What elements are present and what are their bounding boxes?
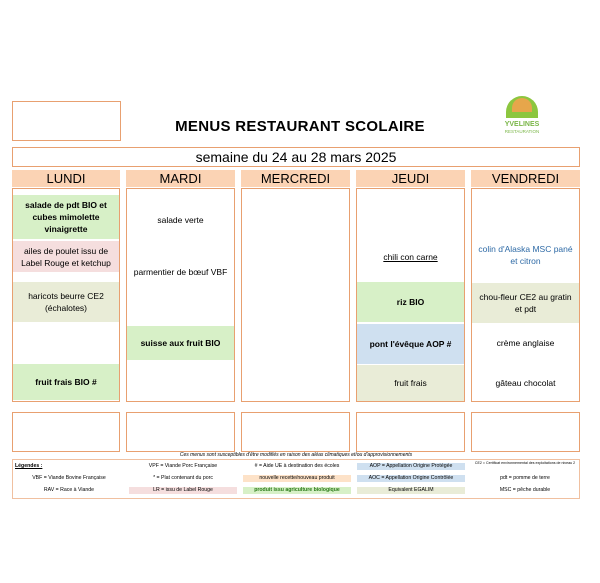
bottom-box-mardi xyxy=(126,412,235,452)
day-header-mercredi: MERCREDI xyxy=(241,170,350,187)
menu-item: fruit frais BIO # xyxy=(13,364,119,400)
page-title: MENUS RESTAURANT SCOLAIRE xyxy=(175,118,425,135)
column-jeudi xyxy=(356,188,465,402)
legend-ce2: CE2 = Certificat environnemental des exploitations de niveau 2 xyxy=(474,461,576,465)
menu-item: crème anglaise xyxy=(496,338,555,348)
legend-bio: produit issu agriculture biologique xyxy=(243,487,351,494)
logo-name: YVELINES xyxy=(504,121,540,128)
bottom-box-lundi xyxy=(12,412,120,452)
column-lundi xyxy=(12,188,120,402)
column-vendredi xyxy=(471,188,580,402)
menu-item: salade verte xyxy=(157,215,204,225)
menu-item: pont l'évêque AOP # xyxy=(357,324,464,364)
menu-item: chili con carne xyxy=(383,252,438,262)
menu-item: ailes de poulet issu de Label Rouge et ketchup xyxy=(13,241,119,272)
menu-item: chou-fleur CE2 au gratin et pdt xyxy=(472,283,579,323)
legend-pdt: pdt = pomme de terre xyxy=(500,475,550,481)
bottom-box-mercredi xyxy=(241,412,350,452)
menu-item: riz BIO xyxy=(357,282,464,322)
legend-lr: LR = issu de Label Rouge xyxy=(129,487,237,494)
legend-vpf: VPF = Viande Porc Française xyxy=(148,463,218,469)
legend-label: Légendes : xyxy=(15,463,43,469)
bottom-box-jeudi xyxy=(356,412,465,452)
menu-item: salade de pdt BIO et cubes mimolette vinaigrette xyxy=(13,195,119,239)
column-mercredi xyxy=(241,188,350,402)
logo-icon xyxy=(506,96,538,118)
column-mardi xyxy=(126,188,235,402)
day-header-mardi: MARDI xyxy=(126,170,235,187)
legend xyxy=(12,459,580,499)
menu-item: suisse aux fruit BIO xyxy=(127,326,234,360)
bottom-box-vendredi xyxy=(471,412,580,452)
day-header-lundi: LUNDI xyxy=(12,170,120,187)
disclaimer: Ces menus sont susceptibles d'être modifiés en raison des aléas climatiques et/ou d'approvisionnements xyxy=(179,452,413,458)
legend-egalim: Equivalent EGALIM xyxy=(357,487,465,494)
legend-aide: # = Aide UE à destination des écoles xyxy=(254,463,340,469)
week-banner: semaine du 24 au 28 mars 2025 xyxy=(12,147,580,167)
menu-item: fruit frais xyxy=(357,365,464,401)
menu-item: gâteau chocolat xyxy=(495,378,556,388)
legend-msc: MSC = pêche durable xyxy=(499,487,551,493)
day-header-vendredi: VENDREDI xyxy=(471,170,580,187)
legend-vbf: VBF = Viande Bovine Française xyxy=(32,475,106,481)
menu-item: haricots beurre CE2 (échalotes) xyxy=(13,282,119,322)
legend-porc: * = Plat contenant du porc xyxy=(153,475,213,481)
legend-aoc: AOC = Appellation Origine Contrôlée xyxy=(357,475,465,482)
header-left-box xyxy=(12,101,121,141)
menu-item: parmentier de bœuf VBF xyxy=(133,267,228,277)
legend-aop: AOP = Appellation Origine Protégée xyxy=(357,463,465,470)
logo-subtitle: RESTAURATION xyxy=(504,129,540,134)
day-header-jeudi: JEUDI xyxy=(356,170,465,187)
legend-rav: RAV = Race à Viande xyxy=(43,487,95,493)
legend-nouvelle: nouvelle recette/nouveau produit xyxy=(243,475,351,482)
menu-item: colin d'Alaska MSC pané et citron xyxy=(478,244,573,266)
